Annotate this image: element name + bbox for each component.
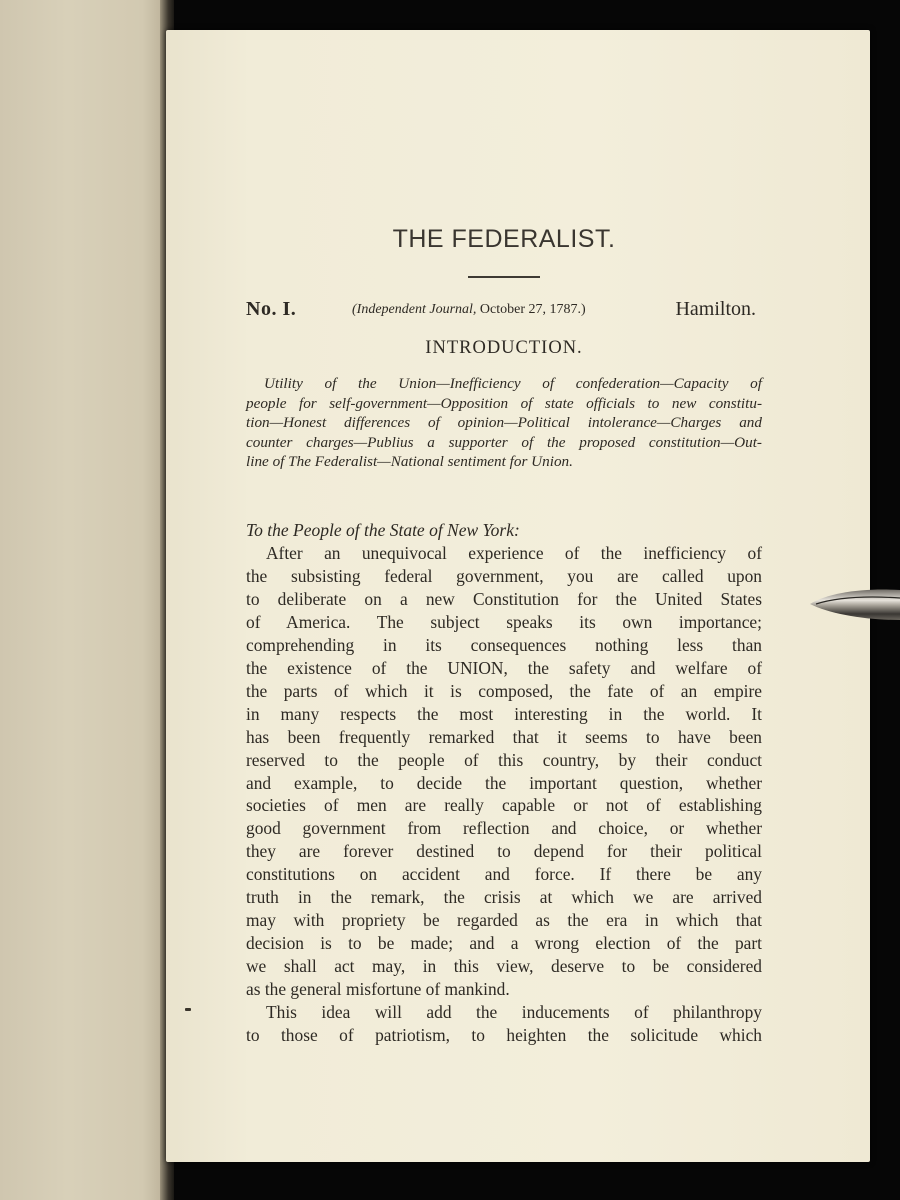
body-line: has been frequently remarked that it seems to have been [246,726,762,747]
book-page [166,30,870,1162]
body-text [246,542,762,1047]
summary-line: counter charges—Publius a supporter of the proposed constitution—Out- [246,433,762,451]
body-line: comprehending in its consequences nothing less than [246,634,762,655]
body-line: decision is to be made; and a wrong election of the part [246,933,762,954]
salutation: To the People of the State of New York: [246,520,520,540]
summary-line: line of The Federalist—National sentiment for Union. [246,453,573,471]
body-line: After an unequivocal experience of the inefficiency of [266,543,762,563]
source-journal: (Independent Journal, [352,302,477,317]
body-line: the existence of the UNION, the safety and welfare of [246,657,762,678]
chapter-summary [246,374,762,472]
left-page [0,0,168,1200]
body-line: to those of patriotism, to heighten the solicitude which [246,1025,762,1046]
section-title: INTRODUCTION. [425,338,583,358]
summary-line: people for self-government—Opposition of state officials to new constitu- [246,394,762,412]
body-line: truth in the remark, the crisis at which we are arrived [246,887,762,908]
body-line: the parts of which it is composed, the fate of an empire [246,680,762,701]
body-line: in many respects the most interesting in the world. It [246,703,762,724]
page-mark [185,1008,191,1011]
body-line: the subsisting federal government, you are called upon [246,565,762,586]
paper-number: No. I. [246,298,297,320]
summary-line: Utility of the Union—Inefficiency of confederation—Capacity of [264,375,762,392]
paper-header [246,298,762,324]
body-line: as the general misfortune of mankind. [246,979,510,1000]
metal-bookmark-icon [810,584,900,624]
title-rule [468,276,540,278]
body-line: good government from reflection and choice, or whether [246,818,762,839]
body-line: reserved to the people of this country, by their conduct [246,749,762,770]
paper-source [352,302,586,318]
summary-line: tion—Honest differences of opinion—Political intolerance—Charges and [246,414,762,432]
body-line: they are forever destined to depend for their political [246,841,762,862]
body-line: constitutions on accident and force. If there be any [246,864,762,885]
body-line: to deliberate on a new Constitution for the United States [246,588,762,609]
body-line: of America. The subject speaks its own importance; [246,611,762,632]
body-line: and example, to decide the important question, whether [246,772,762,793]
source-date: October 27, 1787.) [476,302,586,317]
body-line: This idea will add the inducements of philanthropy [266,1002,762,1023]
paper-author: Hamilton. [675,298,756,320]
body-line: may with propriety be regarded as the era in which that [246,910,762,931]
body-line: societies of men are really capable or not of establishing [246,795,762,816]
page-title: THE FEDERALIST. [392,225,616,253]
body-line: we shall act may, in this view, deserve to be considered [246,956,762,977]
